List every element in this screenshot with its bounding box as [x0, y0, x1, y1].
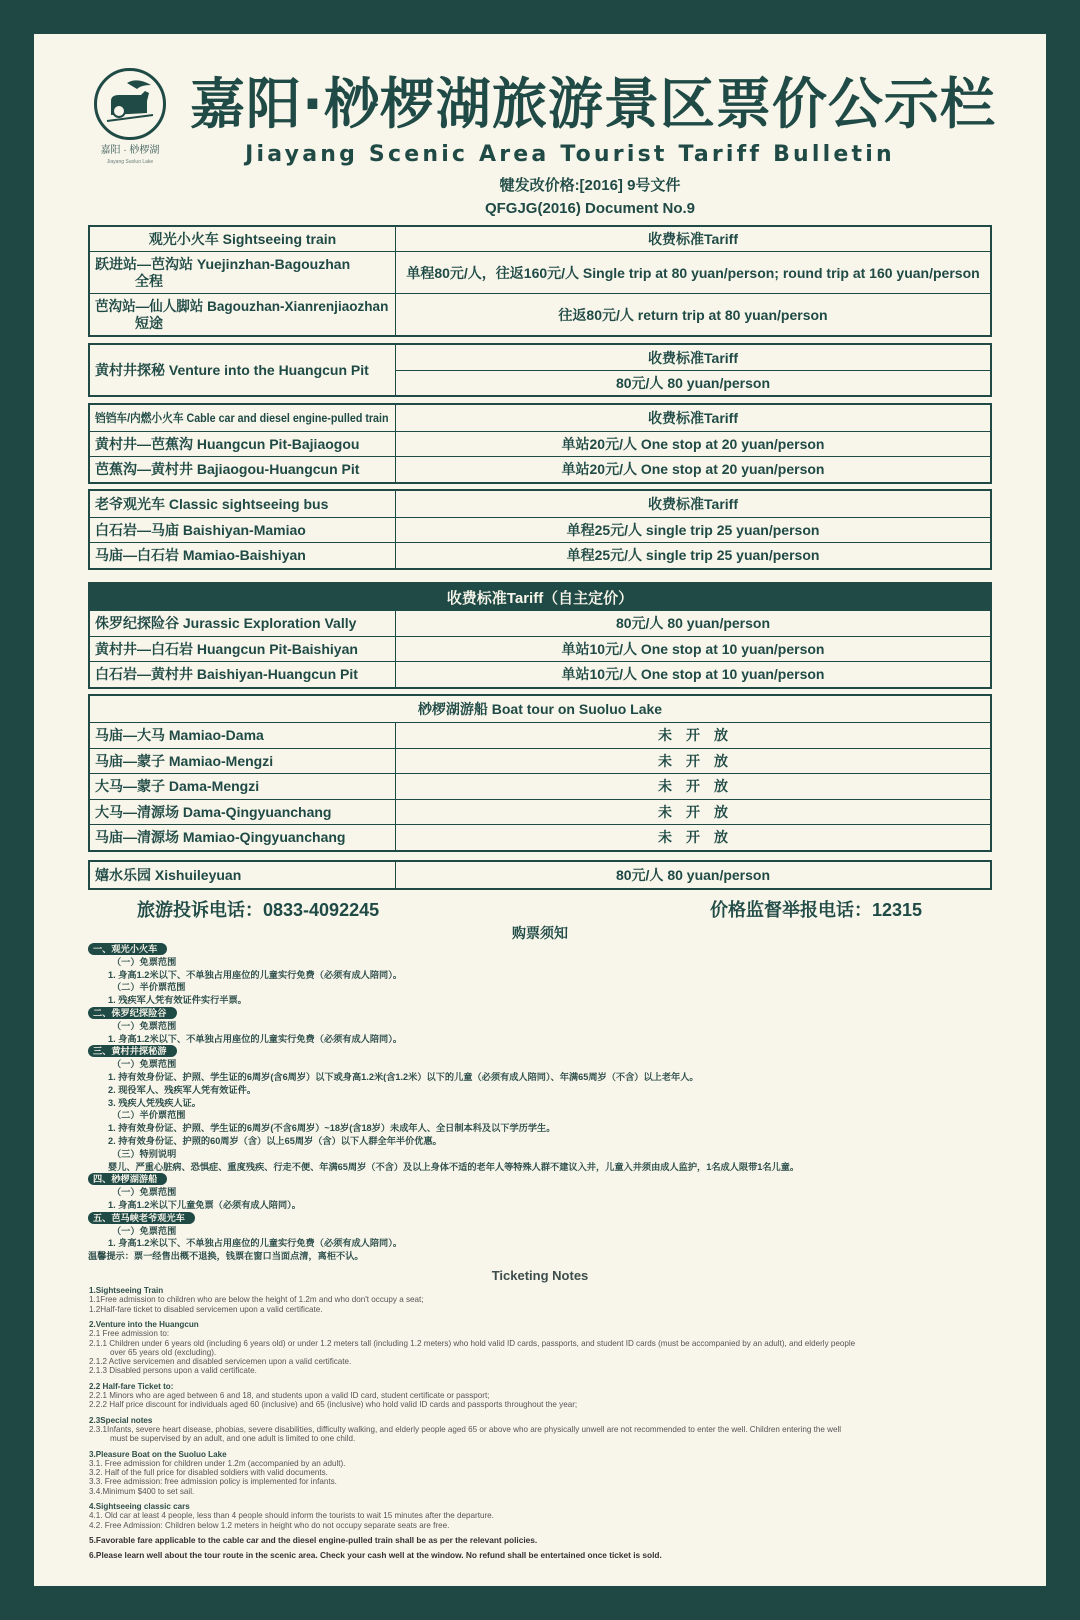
route-label: 观光小火车 Sightseeing train	[148, 231, 337, 247]
section-badge: 二、侏罗纪探险谷	[88, 1007, 177, 1019]
note-line: over 65 years old (excluding).	[110, 1347, 217, 1357]
complaint-hotline: 旅游投诉电话：0833-4092245	[137, 900, 380, 920]
route-label: 大马—蒙子 Dama-Mengzi	[95, 778, 260, 795]
note-heading: 2.2 Half-fare Ticket to:	[89, 1381, 174, 1391]
tariff-table	[88, 225, 992, 337]
tariff-value: 往返80元/人 return trip at 80 yuan/person	[558, 306, 828, 323]
route-label: 芭蕉沟—黄村井 Bajiaogou-Huangcun Pit	[95, 461, 360, 478]
table-header: 桫椤湖游船 Boat tour on Suoluo Lake	[417, 701, 663, 717]
note-line: （三）特别说明	[112, 1148, 177, 1159]
route-label-cell	[90, 749, 396, 774]
tariff-table	[88, 489, 992, 570]
tariff-value-cell	[396, 800, 990, 825]
note-line: 3. 残疾人凭残疾人证。	[108, 1097, 201, 1108]
note-line: 3.1. Free admission for children under 1.2m (accompanied by an adult).	[89, 1458, 346, 1468]
table-row	[90, 345, 990, 395]
tariff-value-cell	[396, 252, 990, 293]
note-line: （一）免票范围	[112, 1225, 177, 1236]
tariff-value-cell	[396, 862, 990, 888]
section-badge: 三、黄村井探秘游	[88, 1045, 177, 1057]
scenic-area-logo-icon	[94, 68, 166, 140]
note-line: 1. 持有效身份证、护照、学生证的6周岁(含6周岁）以下或身高1.2米(含1.2米）以下的儿童（必须有成人陪同）、年满65周岁（不含）以上老年人。	[108, 1072, 699, 1082]
note-line: （一）免票范围	[112, 1187, 177, 1198]
table-row	[90, 431, 990, 457]
table-row	[90, 661, 990, 687]
route-label-cell	[90, 662, 396, 687]
table-row	[90, 799, 990, 825]
notes-cn-title: 购票须知	[512, 925, 568, 941]
note-line: 1. 残疾军人凭有效证件实行半票。	[108, 995, 247, 1006]
note-line: 2.1.3 Disabled persons upon a valid certificate.	[89, 1366, 257, 1376]
route-label: 黄村井—芭蕉沟 Huangcun Pit-Bajiaogou	[95, 435, 360, 452]
table-header-row	[90, 584, 990, 610]
section-badge: 一、观光小火车	[88, 943, 167, 955]
route-label-cell	[90, 432, 396, 457]
tariff-value: 收费标准Tariff	[648, 409, 738, 426]
tariff-value-cell	[396, 457, 990, 482]
table-row	[90, 748, 990, 774]
route-label-cell	[90, 518, 396, 543]
route-label: 铛铛车/内燃小火车 Cable car and diesel engine-pulled train	[95, 411, 389, 426]
tariff-value-cell	[396, 405, 990, 431]
note-line: 婴儿、严重心脏病、恐惧症、重度残疾、行走不便、年满65周岁（不含）及以上身体不适的老年人等特殊人群不建议入井，儿童入井须由成人监护，1名成人限带1名儿童。	[108, 1161, 800, 1172]
route-label-cell	[90, 723, 396, 748]
note-line: 4.2. Free Admission: Children below 1.2 meters in height who do not occupy separate seats are free.	[89, 1520, 450, 1530]
tariff-value-cell	[396, 749, 990, 774]
route-label-cell	[90, 825, 396, 850]
route-label: 白石岩—马庙 Baishiyan-Mamiao	[95, 521, 306, 538]
table-header-cell	[90, 696, 990, 722]
note-line: 3.3. Free admission: free admission policy is implemented for infants.	[89, 1477, 337, 1487]
tariff-value-cell	[396, 723, 990, 748]
tariff-value-cell	[396, 345, 990, 370]
table-row	[90, 227, 990, 251]
tariff-value: 未 开 放	[658, 752, 728, 769]
table-row	[90, 293, 990, 335]
tariff-value: 单程80元/人，往返160元/人 Single trip at 80 yuan/person; round trip at 160 yuan/person	[406, 264, 980, 281]
route-label: 马庙—蒙子 Mamiao-Mengzi	[95, 752, 274, 769]
note-line: 3.4.Minimum $400 to set sail.	[89, 1486, 195, 1496]
route-label: 黄村井—白石岩 Huangcun Pit-Baishiyan	[95, 640, 358, 657]
tariff-column	[396, 345, 990, 395]
note-heading: 3.Pleasure Boat on the Suoluo Lake	[89, 1449, 227, 1459]
note-line: 2.1.2 Active servicemen and disabled servicemen upon a valid certificate.	[89, 1357, 352, 1367]
note-line: 2.1 Free admission to:	[89, 1329, 170, 1339]
tariff-value: 80元/人 80 yuan/person	[615, 375, 771, 391]
tariff-value-cell	[396, 774, 990, 799]
note-line: must be supervised by an adult, and one adult is limited to one child.	[110, 1434, 356, 1444]
route-label-cell	[90, 774, 396, 799]
route-label-cell	[90, 543, 396, 568]
note-line: （二）半价票范围	[112, 1110, 186, 1121]
note-line: 1. 身高1.2米以下、不单独占用座位的儿童实行免费（必须有成人陪同）。	[108, 1238, 403, 1249]
route-name: 芭沟站—仙人脚站 Bagouzhan-Xianrenjiaozhan	[95, 297, 389, 314]
route-label-cell	[90, 611, 396, 636]
table-header-cell	[90, 584, 990, 610]
section-badge: 四、桫椤湖游船	[88, 1173, 167, 1185]
tariff-table	[88, 403, 992, 484]
table-row	[90, 636, 990, 662]
tariff-value: 收费标准Tariff	[648, 349, 738, 366]
tariff-table	[88, 694, 992, 852]
notes-en-title: Ticketing Notes	[491, 1268, 589, 1283]
route-label: 白石岩—黄村井 Baishiyan-Huangcun Pit	[95, 666, 358, 683]
page-subtitle: Jiayang Scenic Area Tourist Tariff Bulletin	[245, 142, 895, 167]
route-label-cell	[90, 345, 396, 395]
note-line: 2. 现役军人、残疾军人凭有效证件。	[108, 1084, 257, 1095]
table-header-row	[90, 696, 990, 722]
tariff-value-cell	[396, 294, 990, 335]
page-title: 嘉阳·桫椤湖旅游景区票价公示栏	[190, 72, 996, 136]
table-header: 收费标准Tariff（自主定价）	[446, 589, 634, 607]
tariff-value-cell	[396, 637, 990, 662]
table-row	[90, 542, 990, 568]
tariff-value: 未 开 放	[658, 778, 728, 795]
table-row	[90, 824, 990, 850]
tariff-value-cell	[396, 611, 990, 636]
tariff-value: 未 开 放	[658, 803, 728, 820]
route-label-cell	[90, 227, 396, 251]
tariff-value-cell	[396, 518, 990, 543]
note-line: 1.2Half-fare ticket to disabled servicemen upon a valid certificate.	[89, 1304, 323, 1314]
logo-subtext: Jiayang Suoluo Lake	[106, 159, 154, 165]
route-label-cell	[90, 252, 396, 293]
route-label-cell	[90, 637, 396, 662]
table-row	[90, 722, 990, 748]
tariff-value: 单程25元/人 single trip 25 yuan/person	[566, 521, 820, 538]
route-label: 嬉水乐园 Xishuileyuan	[95, 866, 242, 883]
tariff-value: 单站10元/人 One stop at 10 yuan/person	[561, 640, 825, 657]
table-row	[90, 251, 990, 293]
tariff-value-cell	[396, 491, 990, 517]
note-heading: 2.3Special notes	[89, 1415, 153, 1425]
note-line: 6.Please learn well about the tour route in the scenic area. Check your cash well at the window. No refund shall be entertained once ticket is sold.	[89, 1550, 662, 1561]
note-line: 1. 身高1.2米以下儿童免票（必须有成人陪同）。	[108, 1200, 301, 1210]
route-label: 黄村井探秘 Venture into the Huangcun Pit	[95, 362, 369, 378]
tariff-value: 未 开 放	[658, 829, 728, 846]
section-badge: 五、芭马峡老爷观光车	[88, 1212, 195, 1224]
note-line: 2.2.2 Half price discount for individuals aged 60 (inclusive) and 65 (inclusive) who hold valid ID cards and passports throughout the year;	[89, 1400, 578, 1410]
note-line: （一）免票范围	[112, 956, 177, 967]
tariff-value-cell	[396, 543, 990, 568]
table-row	[90, 456, 990, 482]
tariff-value-cell	[396, 432, 990, 457]
logo-text: 嘉阳 · 桫椤湖	[100, 145, 160, 156]
note-line: 温馨提示：票一经售出概不退换，钱票在窗口当面点清，离柜不认。	[88, 1251, 364, 1262]
tariff-value-cell	[396, 662, 990, 687]
route-label: 侏罗纪探险谷 Jurassic Exploration Vally	[95, 615, 357, 632]
note-heading: 1.Sightseeing Train	[89, 1286, 164, 1295]
tariff-value: 80元/人 80 yuan/person	[615, 615, 771, 632]
note-heading: 4.Sightseeing classic cars	[89, 1502, 190, 1511]
note-heading: 2.Venture into the Huangcun	[89, 1319, 199, 1329]
tariff-value: 未 开 放	[658, 727, 728, 744]
document-number-cn: 犍发改价格:[2016] 9号文件	[499, 177, 681, 194]
table-row	[90, 405, 990, 431]
note-line: 1. 身高1.2米以下、不单独占用座位的儿童实行免费（必须有成人陪同）。	[108, 1033, 403, 1044]
tariff-table	[88, 343, 992, 397]
tariff-value-cell	[396, 370, 990, 395]
route-label-cell	[90, 800, 396, 825]
note-line: 5.Favorable fare applicable to the cable car and the diesel engine-pulled train shall be as per the relevant policies.	[89, 1534, 538, 1545]
note-line: 4.1. Old car at least 4 people, less than 4 people should inform the tourists to wait 15 minutes after the departure.	[89, 1511, 494, 1521]
note-line: 3.2. Half of the full price for disabled soldiers with valid documents.	[89, 1468, 328, 1478]
tariff-value: 收费标准Tariff	[648, 495, 738, 512]
route-label-cell	[90, 491, 396, 517]
table-row	[90, 773, 990, 799]
tariff-value: 单站20元/人 One stop at 20 yuan/person	[561, 461, 825, 478]
note-line: 1.1Free admission to children who are below the height of 1.2m and who don't occupy a seat;	[89, 1295, 424, 1305]
note-line: 2.2.1 Minors who are aged between 6 and 18, and students upon a valid ID card, student certificate or passport;	[89, 1391, 490, 1400]
route-name: 跃进站—芭沟站 Yuejinzhan-Bagouzhan	[95, 255, 351, 272]
route-type: 短途	[135, 314, 163, 331]
route-type: 全程	[135, 272, 163, 289]
route-label: 大马—清源场 Dama-Qingyuanchang	[95, 803, 332, 820]
note-line: 2.1.1 Children under 6 years old (including 6 years old) or under 1.2 meters tall (including 1.2 meters) who hold valid ID cards, passports, and student ID cards (must be accompanied by an adult), and elderly people	[89, 1338, 856, 1348]
note-line: 2.3.1Infants, severe heart disease, phobias, severe disabilities, difficulty walking, and elderly people aged 65 or above who are physically unwell are not recommended to enter the well. Children entering the well	[89, 1424, 842, 1434]
route-label: 马庙—清源场 Mamiao-Qingyuanchang	[95, 829, 346, 846]
route-label: 马庙—大马 Mamiao-Dama	[95, 727, 264, 744]
note-line: 2. 持有效身份证、护照的60周岁（含）以上65周岁（含）以下人群全年半价优惠。	[108, 1136, 442, 1146]
note-line: （一）免票范围	[112, 1020, 177, 1031]
tariff-value: 单程25元/人 single trip 25 yuan/person	[566, 547, 820, 564]
note-line: （二）半价票范围	[112, 982, 186, 993]
tariff-table	[88, 582, 992, 689]
table-row	[90, 862, 990, 888]
note-line: 1. 身高1.2米以下、不单独占用座位的儿童实行免费（必须有成人陪同）。	[108, 969, 403, 980]
tariff-value-cell	[396, 227, 990, 251]
route-label-cell	[90, 457, 396, 482]
tariff-value: 单站10元/人 One stop at 10 yuan/person	[561, 666, 825, 683]
table-row	[90, 491, 990, 517]
tariff-value: 收费标准Tariff	[648, 231, 738, 247]
route-label-cell	[90, 405, 396, 431]
tariff-value: 单站20元/人 One stop at 20 yuan/person	[561, 435, 825, 452]
tariff-table	[88, 860, 992, 890]
tariff-value: 80元/人 80 yuan/person	[615, 866, 771, 883]
price-report-hotline: 价格监督举报电话：12315	[710, 900, 923, 920]
table-row	[90, 517, 990, 543]
tariff-value-cell	[396, 825, 990, 850]
note-line: （一）免票范围	[112, 1059, 177, 1070]
document-number-en: QFGJG(2016) Document No.9	[484, 200, 696, 217]
route-label-cell	[90, 294, 396, 335]
route-label-cell	[90, 862, 396, 888]
table-row	[90, 610, 990, 636]
route-label: 马庙—白石岩 Mamiao-Baishiyan	[95, 547, 306, 564]
note-line: 1. 持有效身份证、护照、学生证的6周岁(不含6周岁）~18岁(含18岁）未成年人、全日制本科及以下学历学生。	[108, 1123, 556, 1134]
route-label: 老爷观光车 Classic sightseeing bus	[95, 495, 329, 512]
